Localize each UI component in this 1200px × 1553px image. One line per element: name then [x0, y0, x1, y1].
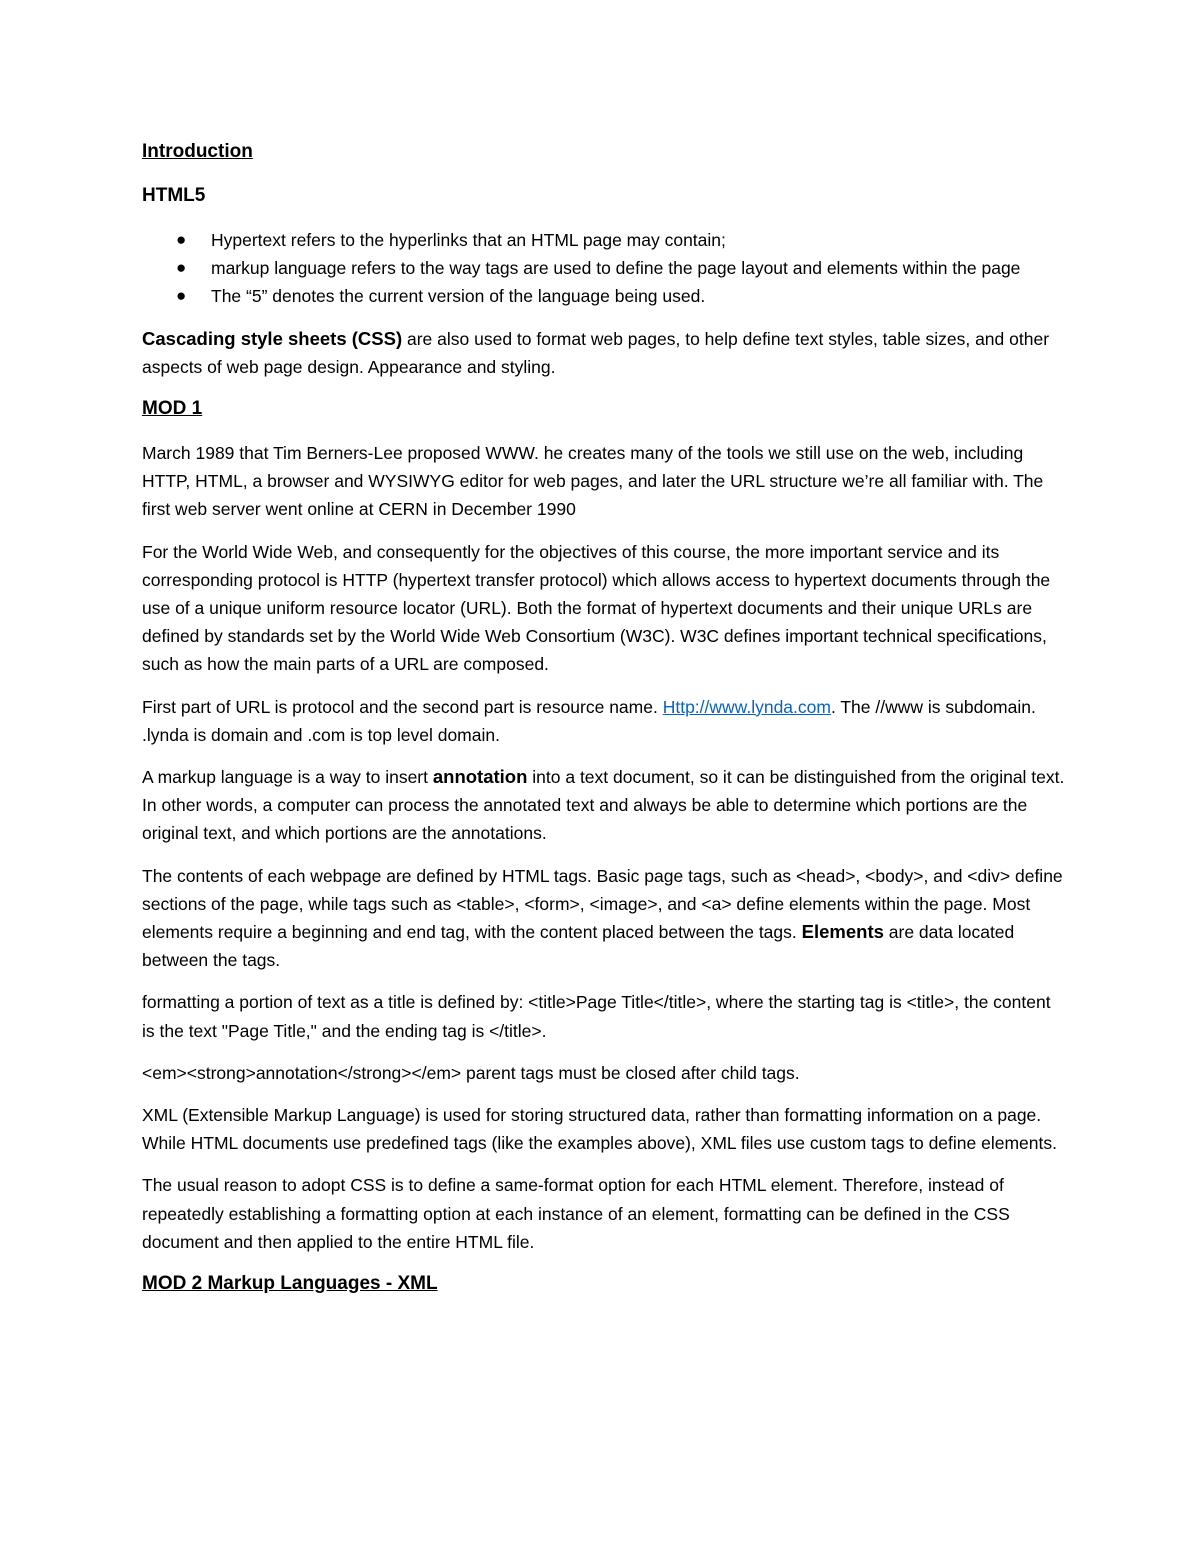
- url-paragraph: [142, 693, 1067, 749]
- list-item-text: markup language refers to the way tags are used to define the page layout and elements within the page: [211, 258, 1021, 279]
- mod2-heading: MOD 2 Markup Languages - XML: [142, 1273, 438, 1295]
- annotation-term: annotation: [432, 766, 528, 788]
- list-item: [142, 226, 1067, 254]
- list-item: [142, 254, 1067, 282]
- markup-paragraph-text: A markup language is a way to insert: [142, 767, 433, 788]
- list-item-text: The “5” denotes the current version of the language being used.: [211, 286, 706, 307]
- xml-paragraph: XML (Extensible Markup Language) is used for storing structured data, rather than formatting information on a page. While HTML documents use predefined tags (like the examples above), XML files use custom tags to define elements.: [142, 1105, 1057, 1154]
- www-history-paragraph: March 1989 that Tim Berners-Lee proposed WWW. he creates many of the tools we still use on the web, including HTTP, HTML, a browser and WYSIWYG editor for web pages, and later the URL structure we’re all familiar with. The first web server went online at CERN in December 1990: [142, 443, 1044, 520]
- bullet-icon: ●: [176, 286, 187, 306]
- elements-term: Elements: [801, 921, 884, 943]
- html5-heading: HTML5: [142, 185, 206, 206]
- css-reason-paragraph: The usual reason to adopt CSS is to define a same-format option for each HTML element. Therefore, instead of repeatedly establishing a formatting option at each instance of an element, formatting can be defined in the CSS document and then applied to the entire HTML file.: [142, 1175, 1010, 1252]
- css-paragraph-text: are also used to format web pages, to help define text styles, table sizes, and other aspects of web page design. Appearance and styling.: [142, 328, 1050, 377]
- html-tags-paragraph-text-end: are data located between the tags.: [142, 922, 1015, 971]
- css-term: Cascading style sheets (CSS): [142, 327, 403, 349]
- html-tags-paragraph: [142, 862, 1067, 975]
- markup-paragraph: [142, 763, 1067, 848]
- bullet-icon: ●: [176, 258, 187, 278]
- url-paragraph-text: First part of URL is protocol and the second part is resource name.: [142, 696, 663, 717]
- list-item-text: Hypertext refers to the hyperlinks that an HTML page may contain;: [211, 230, 726, 250]
- title-tag-paragraph: formatting a portion of text as a title is defined by: <title>Page Title</title>, where the starting tag is <title>, the content is the text "Page Title," and the ending tag is </title>.: [142, 992, 1051, 1041]
- mod1-heading: MOD 1: [142, 398, 203, 420]
- http-paragraph: For the World Wide Web, and consequently for the objectives of this course, the more important service and its corresponding protocol is HTTP (hypertext transfer protocol) which allows access to hypertext documents through the use of a unique uniform resource locator (URL). Both the format of hypertext documents and their unique URLs are defined by standards set by the World Wide Web Consortium (W3C). W3C defines important technical specifications, such as how the main parts of a URL are composed.: [142, 541, 1051, 675]
- markup-paragraph-text-end: into a text document, so it can be distinguished from the original text. In other words, a computer can process the annotated text and always be able to determine which portions are the original text, and which portions are the annotations.: [142, 767, 1065, 844]
- html5-bullet-list: [142, 226, 1067, 311]
- intro-heading: Introduction: [142, 141, 253, 162]
- url-paragraph-text-end: . The //www is subdomain. .lynda is domain and .com is top level domain.: [142, 696, 1036, 745]
- html-tags-paragraph-text: The contents of each webpage are defined by HTML tags. Basic page tags, such as <head>, <body>, and <div> define sections of the page, while tags such as <table>, <form>, <image>, and <a> define elements within the page. Most elements require a beginning and end tag, with the content placed between the tags.: [142, 865, 1063, 943]
- bullet-icon: ●: [176, 230, 187, 249]
- lynda-link[interactable]: Http://www.lynda.com: [662, 696, 831, 717]
- document-page: [142, 138, 1067, 1314]
- nesting-paragraph: <em><strong>annotation</strong></em> parent tags must be closed after child tags.: [142, 1062, 800, 1083]
- list-item: [142, 282, 1067, 310]
- css-paragraph: [142, 325, 1067, 381]
